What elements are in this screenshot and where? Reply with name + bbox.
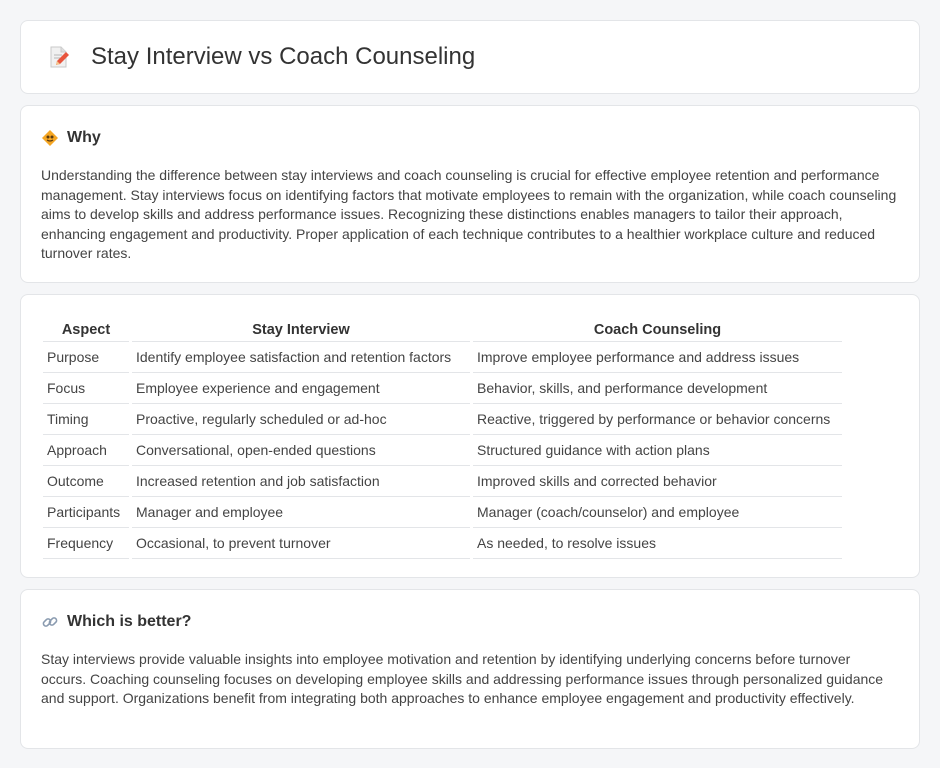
header-stay-interview: Stay Interview <box>132 315 470 342</box>
cell-stay-interview: Manager and employee <box>132 497 470 528</box>
header-card <box>20 20 920 94</box>
cell-aspect: Timing <box>43 404 129 435</box>
cell-coach-counseling: Structured guidance with action plans <box>473 435 842 466</box>
cell-stay-interview: Increased retention and job satisfaction <box>132 466 470 497</box>
cell-stay-interview: Employee experience and engagement <box>132 373 470 404</box>
which-is-better-section <box>20 589 920 749</box>
cell-aspect: Outcome <box>43 466 129 497</box>
table-row <box>43 435 842 466</box>
page-title: Stay Interview vs Coach Counseling <box>91 43 476 70</box>
cell-coach-counseling: As needed, to resolve issues <box>473 528 842 559</box>
cell-aspect: Purpose <box>43 342 129 373</box>
table-row <box>43 528 842 559</box>
cell-aspect: Approach <box>43 435 129 466</box>
header-aspect: Aspect <box>43 315 129 342</box>
better-text: Stay interviews provide valuable insights into employee motivation and retention by identifying underlying concerns before turnover occurs. Coaching counseling focuses on developing employee skills and addressing performance issues through personalized guidance and support. Organizations benefit from integrating both approaches to enhance employee engagement and productivity effectively. <box>41 651 884 706</box>
link-icon <box>41 613 59 631</box>
table-header-row <box>43 315 842 342</box>
why-section <box>20 105 920 283</box>
cell-coach-counseling: Behavior, skills, and performance development <box>473 373 842 404</box>
cell-coach-counseling: Improve employee performance and address issues <box>473 342 842 373</box>
diamond-sign-icon <box>41 129 59 147</box>
why-heading <box>41 128 899 148</box>
cell-coach-counseling: Manager (coach/counselor) and employee <box>473 497 842 528</box>
table-row <box>43 342 842 373</box>
cell-stay-interview: Conversational, open-ended questions <box>132 435 470 466</box>
better-title: Which is better? <box>67 613 192 630</box>
table-row <box>43 466 842 497</box>
comparison-table <box>40 315 845 559</box>
comparison-table-card <box>20 294 920 578</box>
cell-stay-interview: Proactive, regularly scheduled or ad-hoc <box>132 404 470 435</box>
cell-aspect: Frequency <box>43 528 129 559</box>
why-title: Why <box>67 129 101 146</box>
cell-coach-counseling: Reactive, triggered by performance or behavior concerns <box>473 404 842 435</box>
table-row <box>43 497 842 528</box>
cell-stay-interview: Identify employee satisfaction and retention factors <box>132 342 470 373</box>
table-row <box>43 404 842 435</box>
cell-aspect: Participants <box>43 497 129 528</box>
cell-aspect: Focus <box>43 373 129 404</box>
header-coach-counseling: Coach Counseling <box>473 315 842 342</box>
better-heading <box>41 612 899 632</box>
cell-stay-interview: Occasional, to prevent turnover <box>132 528 470 559</box>
why-text: Understanding the difference between stay interviews and coach counseling is crucial for effective employee retention and performance management. Stay interviews focus on identifying factors that motivate employees to remain with the organization, while coach counseling aims to develop skills and address performance issues. Recognizing these distinctions enables managers to tailor their approach, enhancing engagement and productivity. Proper application of each technique contributes to a healthier workplace culture and reduced turnover rates. <box>41 167 897 261</box>
cell-coach-counseling: Improved skills and corrected behavior <box>473 466 842 497</box>
table-row <box>43 373 842 404</box>
document-pencil-icon <box>47 45 71 69</box>
